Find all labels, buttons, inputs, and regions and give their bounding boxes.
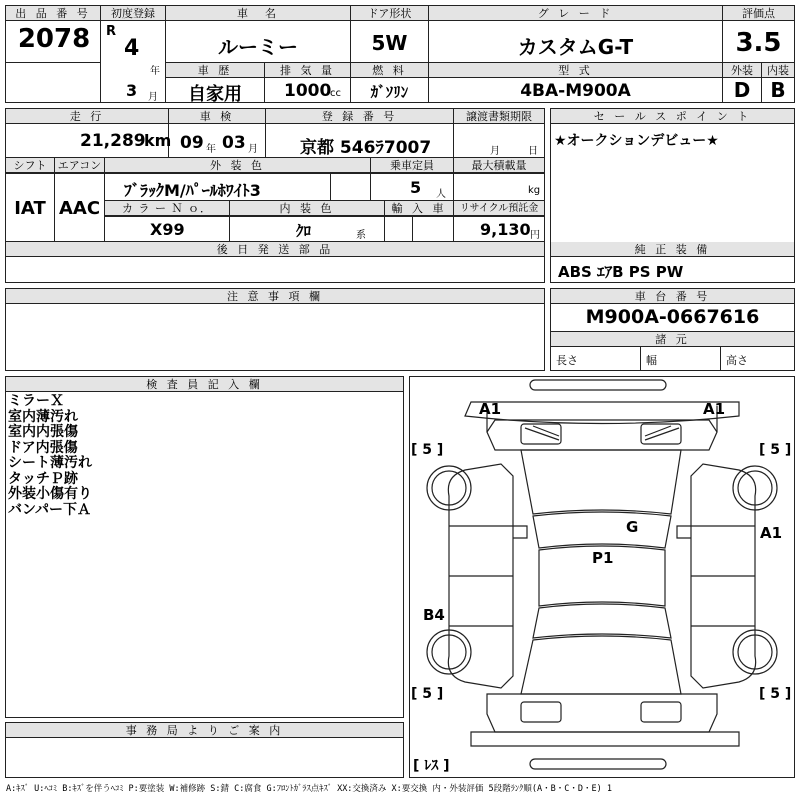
year-unit: 年 [150,66,160,77]
inspection-year-unit: 年 [206,144,216,155]
mileage-unit: km [144,131,172,150]
width-label: 幅 [646,354,657,367]
remark-line: 室内内張傷 [8,424,78,440]
lot-no-label: 出 品 番 号 [6,6,100,21]
spare-tire-mark: [ ﾚｽ ] [413,758,450,774]
displacement: 1000 [284,81,332,101]
era: R [106,24,117,39]
transfer-day-unit: 日 [528,146,538,157]
inspection-month-unit: 月 [248,144,258,155]
shift: IAT [14,198,46,219]
air-conditioner: AAC [58,198,101,219]
remark-line: ミラーＸ [8,393,64,409]
mileage: 21,289 [80,131,146,151]
registration-number: 京都 546ﾗ7007 [300,138,432,158]
remark-line: 外装小傷有り [8,486,92,502]
score-label: 評価点 [723,6,794,21]
load-label: 最大積載量 [454,158,544,173]
height-label: 高さ [726,354,748,367]
ext-color-label: 外 装 色 [105,158,370,173]
chassis-number: M900A-0667616 [585,306,760,328]
damage-mark: A1 [703,400,726,418]
first-reg-year: 4 [124,36,140,61]
interior-label: 内装 [762,63,794,78]
ac-label: エアコン [55,158,104,173]
import-label: 輸 入 車 [385,201,453,216]
damage-mark: A1 [479,400,502,418]
month-unit: 月 [148,92,158,103]
remark-line: バンパー下Ａ [8,501,92,518]
fuel: ｶﾞｿﾘﾝ [370,83,409,101]
capacity-label: 乗車定員 [371,158,453,173]
car-name-label: 車 名 [166,6,350,21]
sales-point-label: セ ー ル ス ポ イ ン ト [551,109,794,124]
recycle-deposit: 9,130 [480,220,531,239]
later-parts-label: 後 日 発 送 部 品 [6,242,544,257]
model: 4BA-M900A [520,81,631,101]
length-label: 長さ [556,354,578,367]
recycle-label: リサイクル預託金 [454,201,544,216]
mileage-label: 走 行 [6,109,168,124]
inspection-month: 03 [222,133,246,153]
model-label: 型 式 [429,63,722,78]
exterior-label: 外装 [723,63,761,78]
tire-mark: [ 5 ] [759,442,792,458]
shift-label: シフト [6,158,54,173]
color-no-label: カ ラ ー Ｎ ｏ． [105,201,229,216]
transfer-label: 譲渡書類期限 [454,109,544,124]
equipment-text: ABS ｴｱB PS PW [558,263,684,281]
exterior-color: ﾌﾞﾗｯｸM/ﾊﾟｰﾙﾎﾜｲﾄ3 [124,181,261,200]
score: 3.5 [735,28,782,58]
reg-no-label: 登 録 番 号 [266,109,453,124]
grade: カスタムG-T [517,35,634,59]
first-reg-label: 初度登録 [101,6,165,21]
fuel-label: 燃 料 [351,63,428,78]
tire-mark: [ 5 ] [411,686,444,702]
displacement-label: 排 気 量 [265,63,350,78]
damage-mark: A1 [760,524,783,542]
color-number: X99 [150,220,185,239]
remark-line: ドア内張傷 [8,439,78,456]
int-color-label: 内 装 色 [230,201,384,216]
tire-mark: [ 5 ] [759,686,792,702]
interior-color-unit: 系 [356,230,366,241]
damage-mark: B4 [423,606,445,624]
car-name: ルーミー [218,35,298,59]
notes-label: 注 意 事 項 欄 [6,289,544,304]
remark-line: 室内薄汚れ [8,408,78,425]
lot-number: 2078 [17,24,91,54]
load-unit: kg [528,185,541,196]
history: 自家用 [188,84,242,105]
spec-label: 諸 元 [551,332,794,347]
damage-mark: G [626,518,639,536]
car-diagram [409,376,795,778]
tire-mark: [ 5 ] [411,442,444,458]
interior-grade: B [770,78,786,102]
door-type: 5W [371,31,408,55]
legend: A:ｷｽﾞ U:ﾍｺﾐ B:ｷｽﾞを伴うﾍｺﾐ P:要塗装 W:補修跡 S:錆 C:腐食 G:ﾌﾛﾝﾄｶﾞﾗｽ点ｷｽﾞ XX:交換済み X:要交換 内・外装評価 5段階ﾗﾝｸ順(A・B・C・D・E) 1 [6,784,612,794]
chassis-label: 車 台 番 号 [551,289,794,304]
grade-label: グ レ ー ド [429,6,722,21]
inspector-remarks [8,394,92,518]
remark-line: タッチＰ跡 [8,470,78,487]
sales-point-text: ★オークションデビュー★ [554,133,719,149]
inspector-label: 検 査 員 記 入 欄 [6,377,403,392]
equipment-label: 純 正 装 備 [551,242,794,257]
history-label: 車 歴 [166,63,264,78]
door-label: ドア形状 [351,6,428,21]
first-reg-month: 3 [126,81,138,100]
inspection-year: 09 [180,133,204,153]
capacity-unit: 人 [436,189,446,200]
displacement-unit: cc [330,88,341,99]
damage-mark: P1 [592,549,614,567]
remark-line: シート薄汚れ [8,455,92,471]
transfer-month-unit: 月 [490,146,500,157]
capacity: 5 [410,178,422,197]
interior-color: ｸﾛ [296,222,312,240]
office-label: 事 務 局 よ り ご 案 内 [6,723,403,738]
recycle-unit: 円 [530,230,540,241]
exterior-grade: D [733,78,751,102]
inspection-label: 車 検 [169,109,265,124]
